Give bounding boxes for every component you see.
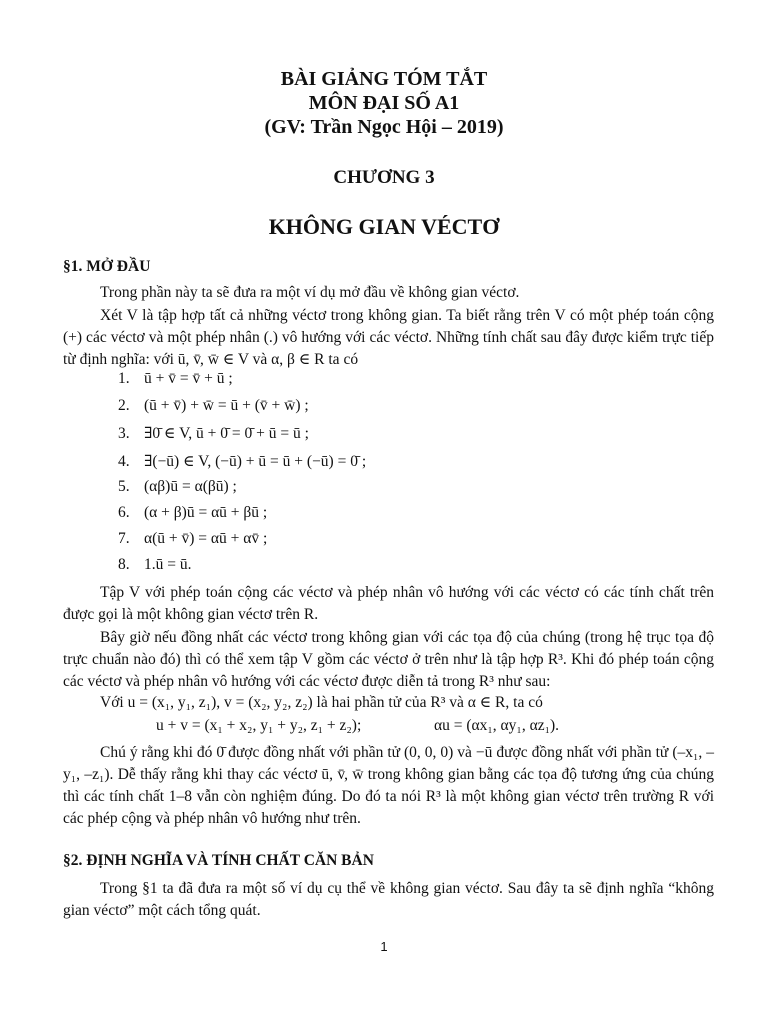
list-item: 2. (ū + v̄) + w̄ = ū + (v̄ + w̄) ;	[118, 397, 309, 414]
list-item: 4. ∃(−ū) ∈ V, (−ū) + ū = ū + (−ū) = 0̄ ;	[118, 453, 367, 470]
section-1-paragraph-3: Tập V với phép toán cộng các véctơ và phép nhân vô hướng với các véctơ có các tính chất trên được gọi là một không gian véctơ trên R.	[63, 584, 714, 623]
chapter-label: CHƯƠNG 3	[333, 167, 435, 188]
header-line-3: (GV: Trần Ngọc Hội – 2019)	[264, 116, 504, 138]
chapter-title: KHÔNG GIAN VÉCTƠ	[268, 214, 500, 239]
section-1-heading: §1. MỞ ĐẦU	[63, 258, 151, 275]
header-line-1: BÀI GIẢNG TÓM TẮT	[280, 68, 488, 90]
header-line-2: MÔN ĐẠI SỐ A1	[308, 92, 460, 114]
section-2-heading: §2. ĐỊNH NGHĨA VÀ TÍNH CHẤT CĂN BẢN	[63, 852, 374, 869]
list-item: 7. α(ū + v̄) = αū + αv̄ ;	[118, 530, 268, 547]
section-1-paragraph-2: Xét V là tập hợp tất cả những véctơ trong không gian. Ta biết rằng trên V có một phép toán cộng (+) các véctơ và một phép nhân (.) vô hướng với các véctơ. Những tính chất sau đây được kiểm trực tiếp từ định nghĩa: với ū, v̄, w̄ ∈ V và α, β ∈ R ta có	[63, 307, 714, 368]
page-number: 1	[380, 939, 388, 954]
section-2-paragraph-1: Trong §1 ta đã đưa ra một số ví dụ cụ thể về không gian véctơ. Sau đây ta sẽ định nghĩa “không gian véctơ” một cách tổng quát.	[63, 880, 714, 919]
list-item: 6. (α + β)ū = αū + βū ;	[118, 504, 268, 521]
list-item: 3. ∃0̄ ∈ V, ū + 0̄ = 0̄ + ū = ū ;	[118, 425, 309, 442]
section-1-paragraph-5: Với u = (x₁, y₁, z₁), v = (x₂, y₂, z₂) là hai phần tử của R³ và α ∈ R, ta có	[100, 694, 543, 711]
list-item: 1. ū + v̄ = v̄ + ū ;	[118, 370, 233, 387]
list-item: 5. (αβ)ū = α(βū) ;	[118, 478, 237, 495]
formula-scalar: αu = (αx₁, αy₁, αz₁).	[434, 717, 560, 734]
formula-sum: u + v = (x₁ + x₂, y₁ + y₂, z₁ + z₂);	[156, 717, 362, 734]
section-1-paragraph-6: Chú ý rằng khi đó 0̄ được đồng nhất với phần tử (0, 0, 0) và −ū được đồng nhất với phần tử (–x₁, –y₁, –z₁). Dễ thấy rằng khi thay các véctơ ū, v̄, w̄ trong không gian bằng các tọa độ tương ứng của chúng thì các tính chất 1–8 vẫn còn nghiệm đúng. Do đó ta nói R³ là một không gian véctơ trên trường R với các phép cộng và phép nhân vô hướng như trên.	[63, 744, 714, 827]
list-item: 8. 1.ū = ū.	[118, 556, 192, 573]
section-1-paragraph-1: Trong phần này ta sẽ đưa ra một ví dụ mở đầu về không gian véctơ.	[100, 284, 520, 301]
section-1-paragraph-4: Bây giờ nếu đồng nhất các véctơ trong không gian với các tọa độ của chúng (trong hệ trục tọa độ trực chuẩn nào đó) thì có thể xem tập V gồm các véctơ ở trên như là tập hợp R³. Khi đó phép toán cộng các véctơ và phép nhân vô hướng với các véctơ được diễn tả trong R³ như sau:	[63, 629, 714, 690]
